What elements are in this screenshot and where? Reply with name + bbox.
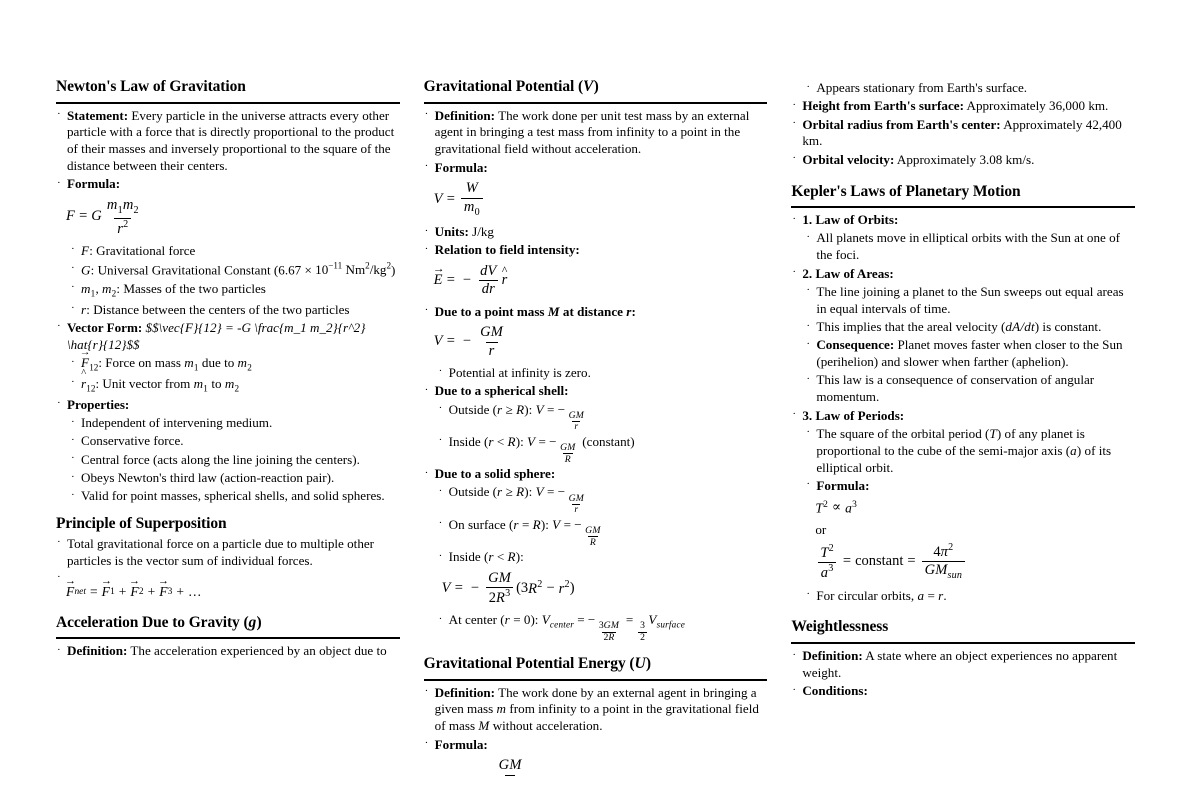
- radius-value: Approximately 42,400 km.: [802, 116, 1122, 149]
- statement-text: Every particle in the universe attracts every other particle with a force that is directly proportional to the product of their masses and inversely proportional to the square of the distance between their centers.: [67, 107, 395, 174]
- bullet-glyph: ·: [806, 319, 811, 332]
- bullet-glyph: ·: [424, 737, 429, 750]
- bullet-glyph: ·: [71, 281, 75, 294]
- property-text: Valid for point masses, spherical shells, and solid spheres.: [81, 488, 385, 504]
- def-F12-mid: due to: [198, 355, 238, 371]
- property-text: Independent of intervening medium.: [81, 415, 273, 431]
- properties-label: Properties:: [67, 396, 130, 412]
- consequence-label: Consequence:: [816, 337, 895, 353]
- def-F-text: : Gravitational force: [89, 242, 196, 258]
- bullet-glyph: ·: [424, 304, 429, 317]
- list-item-law2-text2: · This implies that the areal velocity (dA/dt) is constant.: [806, 319, 1102, 335]
- law2-text2-post: ) is constant.: [1034, 319, 1102, 335]
- section-acceleration-due-to-gravity: [56, 614, 400, 660]
- def-rhat-mid: to: [208, 375, 225, 391]
- column-2: [423, 78, 768, 774]
- law3-details: [791, 426, 1135, 495]
- potential-infinity-text: Potential at infinity is zero.: [448, 364, 591, 380]
- bullet-glyph: ·: [71, 452, 75, 465]
- shell-inside-pre: Inside (: [448, 433, 489, 449]
- circular-pre: For circular orbits,: [816, 587, 918, 603]
- equation-potential-definition: V = $\frac{W}{m_0}$: [434, 181, 768, 218]
- point-mass-list: [424, 304, 768, 321]
- bullet-glyph: ·: [792, 117, 797, 130]
- at-center-mid: ):: [530, 612, 539, 628]
- bullet-glyph: ·: [71, 488, 75, 501]
- at-center-pre: At center (: [448, 612, 505, 628]
- properties-list-wrap: [56, 397, 400, 414]
- bullet-glyph: ·: [806, 230, 811, 243]
- list-item-def-F: · F: Gravitational force: [71, 242, 196, 258]
- list-item: [70, 415, 400, 432]
- bullet-glyph: ·: [806, 372, 811, 385]
- heading-suffix: ): [645, 655, 651, 672]
- bullet-glyph: ·: [806, 478, 811, 491]
- vector-form-label: Vector Form:: [67, 319, 143, 335]
- list-item-law2-label: [791, 266, 1135, 283]
- list-item-def-masses: · $m_1$, $m_2$: Masses of the two particles: [71, 280, 266, 299]
- bullet-glyph: ·: [71, 302, 75, 315]
- list-item-statement: [56, 108, 400, 175]
- def-G-tail: ): [391, 262, 396, 278]
- bullet-glyph: ·: [806, 80, 811, 93]
- definition-label: Definition:: [802, 648, 863, 663]
- solid-onsurface-pre: On surface (: [448, 516, 514, 532]
- formula-label: Formula:: [434, 159, 488, 175]
- def-r-text: : Distance between the centers of the two particles: [86, 301, 350, 317]
- newtons-law-list: [56, 108, 400, 194]
- law1-text: All planets move in elliptical orbits with the Sun at one of the foci.: [816, 230, 1120, 263]
- list-item-formula-label: [424, 737, 768, 754]
- potential-infinity-list: [424, 365, 768, 382]
- section-gravitational-potential-energy: [424, 655, 768, 792]
- section-heading-weightlessness: Weightlessness: [791, 618, 1135, 644]
- bullet-glyph: ·: [792, 212, 797, 225]
- satellite-facts-list: [791, 98, 1135, 168]
- point-mass-label: Due to a point mass M at distance r:: [434, 303, 636, 319]
- list-item-def-rhat: · ^ $r_{12}$: Unit vector from $m_1$ to $m_2$: [70, 376, 400, 395]
- equation-field-intensity: → E = − $\frac{dV}{dr}$ ^ r: [434, 264, 768, 297]
- bullet-glyph: ·: [424, 466, 429, 479]
- section-geostationary-satellite-continued: [791, 80, 1135, 169]
- list-item-conditions-label: [791, 683, 1135, 700]
- solid-list-wrap: [424, 466, 768, 483]
- equation-point-mass-potential: V = − $\frac{GM}{r}$: [434, 325, 768, 358]
- relation-label: Relation to field intensity:: [434, 242, 580, 258]
- fraction-4pi2-over-GMsun: $\frac{4\pi^2}{GM_{sun}}$: [922, 543, 966, 582]
- fraction-W-over-m0: $\frac{W}{m_0}$: [461, 181, 483, 218]
- bullet-glyph: ·: [438, 612, 443, 625]
- appears-stationary-text: Appears stationary from Earth's surface.: [816, 80, 1028, 95]
- list-item-orbital-velocity: [791, 152, 1135, 169]
- bullet-glyph: ·: [57, 397, 61, 410]
- bullet-glyph: ·: [424, 224, 429, 237]
- list-item-def-F12: · → $F_{12}$: Force on mass $m_1$ due to $m_2$: [70, 355, 400, 374]
- potential-units-list: [424, 224, 768, 259]
- list-item-law3-text: · The square of the orbital period (T) of any planet is proportional to the cube of the semi-major axis (a) of its elliptical orbit.: [806, 425, 1112, 475]
- def-m-text: : Masses of the two particles: [116, 280, 266, 296]
- definition-label: Definition:: [434, 107, 496, 123]
- units-value: J/kg: [468, 224, 494, 240]
- shell-inside-tail: (constant): [579, 433, 635, 449]
- newtons-law-symbol-defs: [56, 243, 400, 319]
- list-item-definition: [791, 648, 1135, 682]
- equation-kepler-proportionality: $T^2$ ∝ $a^3$: [815, 499, 857, 516]
- bullet-glyph: ·: [806, 284, 811, 297]
- law1-details: [791, 230, 1135, 264]
- list-item-orbital-radius: [791, 117, 1135, 151]
- fraction-GM-over-2R3: $\frac{GM}{2R^3}$: [485, 571, 514, 606]
- superposition-text: Total gravitational force on a particle due to multiple other particles is the vector sum of individual forces.: [67, 535, 375, 568]
- law3-wrap: [791, 408, 1135, 425]
- heading-prefix: Gravitational Potential (: [423, 78, 584, 95]
- constant-text: constant: [855, 553, 904, 570]
- statement-label: Statement:: [67, 107, 129, 123]
- section-principle-of-superposition: [56, 515, 400, 600]
- height-value: Approximately 36,000 km.: [963, 98, 1109, 114]
- bullet-glyph: ·: [71, 261, 75, 274]
- list-item-height: [791, 98, 1135, 115]
- fraction-dV-over-dr: $\frac{dV}{dr}$: [480, 263, 497, 298]
- list-item-potential-infinity: [438, 365, 768, 382]
- list-item-def-G: · G: Universal Gravitational Constant ($6.67 \times 10^{-11}$ $Nm^2/kg^2$): [71, 261, 396, 278]
- bullet-glyph: ·: [71, 355, 75, 368]
- bullet-glyph: ·: [57, 176, 61, 189]
- equation-newtons-law: F = G $\frac{m_1m_2}{r^2}$: [66, 198, 400, 237]
- list-item-relation-label: [424, 242, 768, 259]
- potential-energy-list: [424, 685, 768, 754]
- properties-list: [56, 415, 400, 505]
- list-item: [70, 488, 400, 505]
- list-item-shell-label: [424, 383, 768, 400]
- bullet-glyph: ·: [424, 108, 429, 121]
- section-gravitational-potential: [424, 78, 768, 643]
- list-item-definition: [56, 643, 400, 660]
- list-item: [70, 452, 400, 469]
- list-item-formula-label: [424, 160, 768, 177]
- definition-text-c: without acceleration.: [489, 718, 603, 734]
- potential-list: [424, 108, 768, 177]
- acceleration-list: [56, 643, 400, 660]
- solid-label: Due to a solid sphere:: [434, 466, 556, 482]
- solid-outside-pre: Outside (: [448, 484, 498, 500]
- velocity-label: Orbital velocity:: [802, 151, 895, 167]
- law2-details: [791, 284, 1135, 406]
- list-item-law2-text3: [805, 372, 1135, 406]
- definition-text-b: from infinity to a point in the gravitational field of mass: [434, 701, 759, 734]
- heading-prefix: Gravitational Potential Energy (: [423, 655, 635, 672]
- law2-wrap: [791, 266, 1135, 283]
- heading-var: V: [583, 78, 594, 95]
- bullet-glyph: ·: [438, 517, 443, 530]
- bullet-glyph: ·: [806, 588, 811, 601]
- definition-text: The acceleration experienced by an object due to: [127, 643, 387, 659]
- bullet-glyph: ·: [57, 536, 61, 549]
- heading-suffix: ): [593, 78, 599, 95]
- bullet-glyph: ·: [57, 320, 61, 333]
- section-heading-potential-energy: [424, 655, 768, 681]
- shell-list-wrap: [424, 383, 768, 400]
- heading-var: U: [634, 655, 646, 672]
- list-item-properties-label: [56, 397, 400, 414]
- bullet-glyph: ·: [792, 408, 797, 421]
- conditions-label: Conditions:: [802, 683, 868, 699]
- vector-form-list: [56, 320, 400, 354]
- list-item: [70, 433, 400, 450]
- law3-label: 3. Law of Periods:: [802, 407, 905, 423]
- section-heading-newtons-law: Newton's Law of Gravitation: [56, 78, 400, 104]
- definition-text: A state where an object experiences no apparent weight.: [802, 648, 1118, 680]
- units-label: Units:: [434, 224, 469, 240]
- pm-a: Due to a point mass: [434, 303, 548, 319]
- section-weightlessness: [791, 618, 1135, 700]
- definition-label: Definition:: [67, 643, 128, 659]
- definition-text-a: The work done by an external agent in bringing a given mass: [434, 684, 757, 717]
- fraction-m1m2-over-r2: $\frac{m_1m_2}{r^2}$: [106, 197, 139, 237]
- vector-form-defs: [56, 355, 400, 395]
- list-item-circular-orbits: · For circular orbits, a = r.: [806, 587, 947, 603]
- bullet-glyph: ·: [792, 98, 797, 111]
- shell-cases: [424, 402, 768, 465]
- list-item-at-center: · At center (r = 0): $V_{center}$ = − $\frac{3GM}{2R}$ = $\frac{3}{2}$ $V_{surface}$: [438, 612, 685, 644]
- list-item-formula-label: [56, 176, 400, 193]
- bullet-glyph: ·: [71, 433, 75, 446]
- bullet-glyph: ·: [424, 383, 429, 396]
- list-item-solid-onsurface: · On surface (r = R): V = − $\frac{GM}{R}$: [438, 516, 601, 548]
- radius-label: Orbital radius from Earth's center:: [802, 116, 1001, 132]
- law2-text2-pre: This implies that the areal velocity (: [816, 319, 1006, 335]
- bullet-glyph: ·: [424, 160, 429, 173]
- bullet-glyph: ·: [792, 152, 797, 165]
- heading-prefix: Acceleration Due to Gravity (: [56, 613, 249, 631]
- list-item-point-mass-label: [424, 304, 768, 321]
- column-1: [56, 78, 400, 659]
- property-text: Obeys Newton's third law (action-reaction pair).: [81, 470, 335, 486]
- bullet-glyph: ·: [57, 571, 61, 584]
- list-item-law2-text1: [805, 284, 1135, 318]
- consequence-text: Planet moves faster when closer to the Sun (perihelion) and slower when farther (aphelion).: [816, 337, 1123, 370]
- bullet-glyph: ·: [438, 365, 443, 378]
- list-item-superposition-text: [56, 536, 400, 570]
- shell-label: Due to a spherical shell:: [434, 383, 569, 399]
- list-item-definition: · Definition: The work done by an external agent in bringing a given mass m from infinity to a point in the gravitational field of mass M without acceleration.: [424, 684, 759, 734]
- list-item-solid-outside: · Outside (r ≥ R): V = − $\frac{GM}{r}$: [438, 484, 585, 516]
- equation-superposition: → F net = → F 1 + → F 2 + → F 3 + …: [66, 585, 400, 600]
- fraction-GMm-clipped: GM: [496, 758, 525, 791]
- weightlessness-list: [791, 648, 1135, 700]
- appears-stationary-list: [791, 80, 1135, 97]
- bullet-glyph: ·: [792, 648, 797, 661]
- section-heading-superposition: Principle of Superposition: [56, 515, 227, 533]
- bullet-glyph: ·: [71, 470, 75, 483]
- pm-c: :: [631, 303, 636, 319]
- heading-var: g: [248, 613, 257, 631]
- bullet-glyph: ·: [806, 337, 811, 350]
- bullet-glyph: ·: [71, 415, 75, 428]
- bullet-glyph: ·: [57, 108, 61, 121]
- list-item-law1-text: [805, 230, 1135, 264]
- shell-outside-pre: Outside (: [448, 401, 498, 417]
- section-keplers-laws: [791, 183, 1135, 605]
- list-item-def-r: · r: Distance between the centers of the two particles: [71, 301, 350, 317]
- list-item-shell-inside: · Inside (r < R): V = − $\frac{GM}{R}$ (constant): [438, 433, 635, 465]
- formula-label: Formula:: [67, 176, 121, 192]
- bullet-glyph: ·: [71, 376, 75, 389]
- bullet-glyph: ·: [806, 426, 811, 439]
- heading-suffix: ): [256, 613, 262, 631]
- bullet-glyph: ·: [424, 685, 429, 698]
- list-item-shell-outside: · Outside (r ≥ R): V = − $\frac{GM}{r}$: [438, 401, 585, 433]
- at-center-list: [424, 612, 768, 643]
- property-text: Central force (acts along the line joining the centers).: [81, 451, 360, 467]
- def-G-text: : Universal Gravitational Constant (6.67: [90, 262, 305, 278]
- bullet-glyph: ·: [438, 434, 443, 447]
- list-item-appears-stationary: [805, 80, 1135, 97]
- law3-text-b: ) of any planet is proportional to the cube of the semi-major axis (: [816, 425, 1085, 458]
- list-item-vector-form: [56, 320, 400, 354]
- superposition-list: [56, 535, 400, 584]
- equation-kepler-constant: $\frac{T^2}{a^3}$ = constant = $\frac{4\pi^2}{GM_{sun}}$: [815, 543, 1135, 582]
- height-label: Height from Earth's surface:: [802, 98, 964, 114]
- list-item-solid-label: [424, 466, 768, 483]
- list-item: [70, 470, 400, 487]
- definition-text: The work done per unit test mass by an external agent in bringing a test mass from infinity to a point in the gravitational field without acceleration.: [434, 107, 750, 157]
- keplers-laws-list: [791, 212, 1135, 229]
- list-item-law1-label: [791, 212, 1135, 229]
- list-item-solid-inside: · Inside (r < R):: [438, 549, 524, 565]
- formula-label: Formula:: [816, 477, 870, 493]
- section-heading-acceleration: [56, 614, 400, 640]
- bullet-glyph: ·: [792, 266, 797, 279]
- def-F12-text: : Force on mass: [98, 355, 185, 371]
- bullet-glyph: ·: [438, 484, 443, 497]
- list-item-consequence: [805, 337, 1135, 371]
- section-heading-keplers-laws: Kepler's Laws of Planetary Motion: [791, 183, 1135, 209]
- law3-text-a: The square of the orbital period (: [816, 425, 990, 441]
- solid-inside-pre: Inside (: [448, 549, 489, 565]
- property-text: Conservative force.: [81, 433, 184, 449]
- law1-label: 1. Law of Orbits:: [802, 212, 899, 228]
- three-column-layout: [0, 78, 1191, 774]
- section-newtons-law-of-gravitation: [56, 78, 400, 505]
- definition-label: Definition:: [434, 684, 496, 700]
- bullet-glyph: ·: [438, 549, 443, 562]
- law2-label: 2. Law of Areas:: [802, 265, 894, 281]
- list-item-law3-label: [791, 408, 1135, 425]
- fraction-T2-over-a3: $\frac{T^2}{a^3}$: [817, 544, 837, 581]
- law2-text1: The line joining a planet to the Sun sweeps out equal areas in equal intervals of time.: [816, 283, 1124, 316]
- fraction-GM-over-r: $\frac{GM}{r}$: [480, 324, 504, 359]
- def-rhat-text: : Unit vector from: [95, 375, 194, 391]
- bullet-glyph: ·: [57, 643, 61, 656]
- equation-solid-inside: V = − $\frac{GM}{2R^3}$ ( 3 $R^2$ − $r^2$ ): [441, 569, 575, 606]
- list-item-law3-formula-label: [805, 478, 1135, 495]
- bullet-glyph: ·: [792, 683, 797, 696]
- pm-b: at distance: [559, 303, 627, 319]
- bullet-glyph: ·: [424, 242, 429, 255]
- bullet-glyph: ·: [71, 243, 75, 256]
- vector-form-raw-latex: $$\vec{F}{12} = -G \frac{m_1 m_2}{r^2} \hat{r}{12}$$: [67, 319, 366, 352]
- velocity-value: Approximately 3.08 km/s.: [894, 151, 1035, 167]
- column-3: [791, 78, 1135, 699]
- circular-orbits-list: [791, 588, 1135, 605]
- list-item-units: [424, 224, 768, 241]
- formula-label: Formula:: [434, 736, 488, 752]
- or-connector: or: [815, 522, 827, 537]
- law3-text-c: ) of its elliptical orbit.: [816, 442, 1112, 475]
- equation-potential-energy-clipped: [494, 758, 768, 791]
- law2-text3: This law is a consequence of conservation of angular momentum.: [816, 372, 1095, 405]
- solid-cases: [424, 484, 768, 565]
- list-item-definition: [424, 108, 768, 158]
- bullet-glyph: ·: [438, 402, 443, 415]
- section-heading-gravitational-potential: [424, 78, 768, 104]
